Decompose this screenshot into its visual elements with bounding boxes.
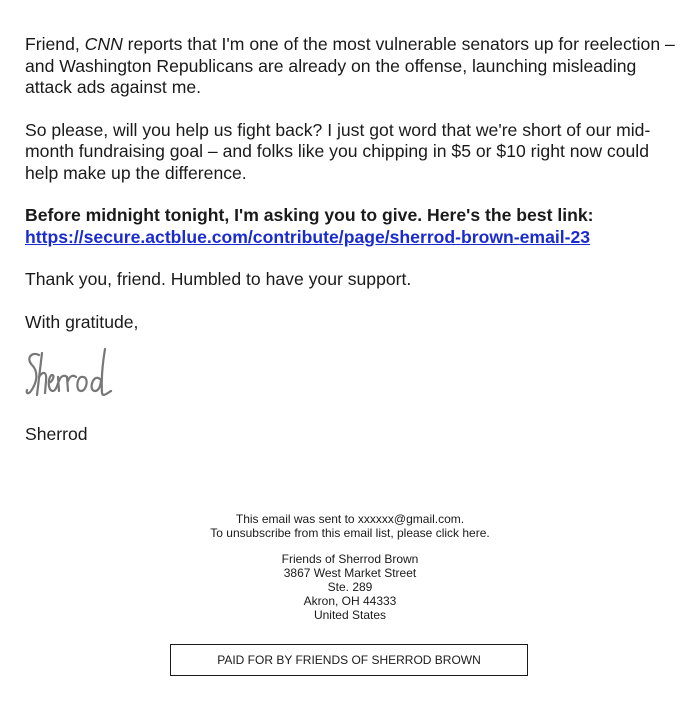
unsubscribe-link[interactable]: To unsubscribe from this email list, please click here. (210, 526, 490, 540)
paragraph-thanks: Thank you, friend. Humbled to have your support. (25, 269, 412, 289)
address-org: Friends of Sherrod Brown (281, 552, 419, 566)
email-footer (0, 512, 700, 622)
paragraph-deadline (25, 205, 685, 248)
intro-rest: reports that I'm one of the most vulnerable senators up for reelection – and Washington Republicans are already on the offense, launching misleading attack ads against me. (25, 34, 675, 97)
paragraph-intro (25, 34, 685, 99)
news-source: CNN (84, 34, 123, 54)
intro-prefix: Friend, (25, 34, 85, 54)
signer-name: Sherrod (25, 424, 88, 444)
address-country: United States (313, 608, 387, 622)
email-body (25, 34, 685, 467)
address-street: 3867 West Market Street (283, 566, 417, 580)
paid-for-disclaimer: PAID FOR BY FRIENDS OF SHERROD BROWN (170, 644, 528, 676)
mailing-address (0, 552, 700, 622)
sent-to-text: This email was sent to xxxxxx@gmail.com. (235, 512, 465, 526)
address-suite: Ste. 289 (327, 580, 373, 594)
paragraph-ask: So please, will you help us fight back? I just got word that we're short of our mid-month fundraising goal – and folks like you chipping in $5 or $10 right now could help make up the difference. (25, 119, 651, 183)
closing-text: With gratitude, (25, 311, 139, 332)
handwritten-signature (25, 347, 135, 407)
address-city: Akron, OH 44333 (303, 594, 397, 608)
deadline-text: Before midnight tonight, I'm asking you to give. Here's the best link: (25, 205, 594, 225)
donation-link[interactable]: https://secure.actblue.com/contribute/page/sherrod-brown-email-23 (25, 226, 591, 247)
